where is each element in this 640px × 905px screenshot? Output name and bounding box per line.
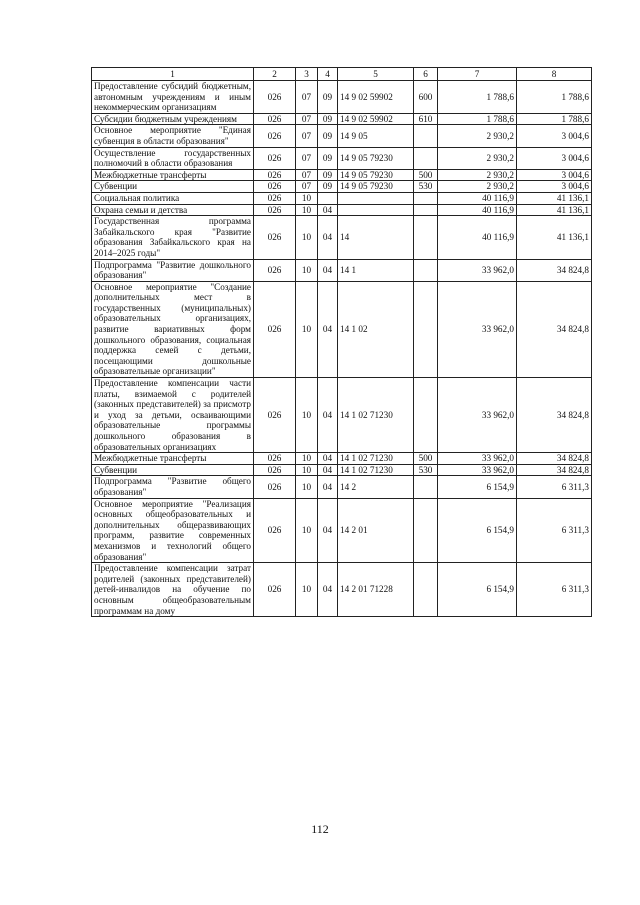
target-article-cell: 14 1 <box>338 259 414 281</box>
expense-type-cell: 600 <box>414 81 438 114</box>
amount-year1-cell: 33 962,0 <box>438 453 517 465</box>
target-article-cell: 14 2 <box>338 476 414 498</box>
section-code-cell: 07 <box>296 81 318 114</box>
target-article-cell: 14 <box>338 216 414 259</box>
column-header: 6 <box>414 68 438 81</box>
ministry-code-cell: 026 <box>254 476 296 498</box>
amount-year1-cell: 2 930,2 <box>438 169 517 181</box>
row-name-cell: Охрана семьи и детства <box>92 204 254 216</box>
expense-type-cell <box>414 281 438 377</box>
ministry-code-cell: 026 <box>254 498 296 563</box>
amount-year1-cell: 2 930,2 <box>438 125 517 147</box>
amount-year2-cell: 41 136,1 <box>517 192 592 204</box>
ministry-code-cell: 026 <box>254 259 296 281</box>
section-code-cell: 07 <box>296 181 318 193</box>
row-name-cell: Социальная политика <box>92 192 254 204</box>
amount-year2-cell: 41 136,1 <box>517 216 592 259</box>
expense-type-cell: 530 <box>414 464 438 476</box>
subsection-code-cell: 04 <box>318 464 338 476</box>
amount-year2-cell: 34 824,8 <box>517 453 592 465</box>
expense-type-cell <box>414 498 438 563</box>
table-row <box>92 147 592 169</box>
target-article-cell: 14 1 02 71230 <box>338 453 414 465</box>
section-code-cell: 10 <box>296 498 318 563</box>
amount-year1-cell: 40 116,9 <box>438 204 517 216</box>
page-number: 112 <box>311 822 329 836</box>
table-row <box>92 476 592 498</box>
section-code-cell: 10 <box>296 563 318 617</box>
expense-type-cell: 500 <box>414 453 438 465</box>
table-row <box>92 281 592 377</box>
amount-year2-cell: 41 136,1 <box>517 204 592 216</box>
amount-year2-cell: 34 824,8 <box>517 259 592 281</box>
row-name-cell: Межбюджетные трансферты <box>92 169 254 181</box>
expense-type-cell <box>414 125 438 147</box>
amount-year1-cell: 33 962,0 <box>438 378 517 453</box>
expense-type-cell: 610 <box>414 113 438 125</box>
table-row <box>92 464 592 476</box>
section-code-cell: 10 <box>296 192 318 204</box>
amount-year1-cell: 1 788,6 <box>438 113 517 125</box>
row-name-cell: Основное мероприятие "Реализация основных общеобразовательных и дополнительных общеразвивающих программ, развитие современных механизмов и технологий общего образования" <box>92 498 254 563</box>
table-row <box>92 378 592 453</box>
table-row <box>92 204 592 216</box>
expense-type-cell <box>414 147 438 169</box>
expense-type-cell: 530 <box>414 181 438 193</box>
row-name-cell: Субвенции <box>92 464 254 476</box>
section-code-cell: 10 <box>296 281 318 377</box>
section-code-cell: 10 <box>296 453 318 465</box>
subsection-code-cell: 04 <box>318 378 338 453</box>
table-row <box>92 192 592 204</box>
row-name-cell: Субсидии бюджетным учреждениям <box>92 113 254 125</box>
ministry-code-cell: 026 <box>254 169 296 181</box>
subsection-code-cell: 04 <box>318 498 338 563</box>
target-article-cell: 14 9 05 79230 <box>338 147 414 169</box>
table-row <box>92 563 592 617</box>
table-header-row <box>92 68 592 81</box>
subsection-code-cell: 09 <box>318 125 338 147</box>
table-row <box>92 453 592 465</box>
section-code-cell: 10 <box>296 378 318 453</box>
expense-type-cell <box>414 204 438 216</box>
table-row <box>92 498 592 563</box>
column-header: 2 <box>254 68 296 81</box>
table-row <box>92 81 592 114</box>
table-row <box>92 259 592 281</box>
row-name-cell: Осуществление государственных полномочий в области образования <box>92 147 254 169</box>
amount-year2-cell: 3 004,6 <box>517 125 592 147</box>
amount-year2-cell: 6 311,3 <box>517 563 592 617</box>
section-code-cell: 10 <box>296 204 318 216</box>
subsection-code-cell: 04 <box>318 563 338 617</box>
subsection-code-cell: 09 <box>318 169 338 181</box>
ministry-code-cell: 026 <box>254 378 296 453</box>
amount-year2-cell: 3 004,6 <box>517 147 592 169</box>
amount-year1-cell: 40 116,9 <box>438 216 517 259</box>
column-header: 8 <box>517 68 592 81</box>
subsection-code-cell: 04 <box>318 216 338 259</box>
ministry-code-cell: 026 <box>254 563 296 617</box>
amount-year2-cell: 34 824,8 <box>517 378 592 453</box>
row-name-cell: Предоставление субсидий бюджетным, автономным учреждениям и иным некоммерческим организациям <box>92 81 254 114</box>
amount-year2-cell: 34 824,8 <box>517 281 592 377</box>
amount-year2-cell: 6 311,3 <box>517 498 592 563</box>
section-code-cell: 10 <box>296 216 318 259</box>
target-article-cell: 14 1 02 <box>338 281 414 377</box>
subsection-code-cell: 09 <box>318 147 338 169</box>
section-code-cell: 10 <box>296 476 318 498</box>
section-code-cell: 10 <box>296 259 318 281</box>
row-name-cell: Подпрограмма "Развитие общего образования" <box>92 476 254 498</box>
subsection-code-cell: 04 <box>318 259 338 281</box>
amount-year1-cell: 6 154,9 <box>438 476 517 498</box>
target-article-cell: 14 9 02 59902 <box>338 113 414 125</box>
amount-year1-cell: 1 788,6 <box>438 81 517 114</box>
column-header: 5 <box>338 68 414 81</box>
budget-table <box>91 67 592 617</box>
ministry-code-cell: 026 <box>254 281 296 377</box>
row-name-cell: Основное мероприятие "Создание дополнительных мест в государственных (муниципальных) образовательных организациях, развитие вариативных форм дошкольного образования, социальная поддержка семей с детьми, посещающими дошкольные образовательные организации" <box>92 281 254 377</box>
ministry-code-cell: 026 <box>254 192 296 204</box>
row-name-cell: Подпрограмма "Развитие дошкольного образования" <box>92 259 254 281</box>
subsection-code-cell: 04 <box>318 476 338 498</box>
row-name-cell: Межбюджетные трансферты <box>92 453 254 465</box>
row-name-cell: Предоставление компенсации затрат родителей (законных представителей) детей-инвалидов на обучение по основным общеобразовательным программам на дому <box>92 563 254 617</box>
amount-year1-cell: 2 930,2 <box>438 147 517 169</box>
expense-type-cell <box>414 259 438 281</box>
expense-type-cell <box>414 378 438 453</box>
target-article-cell: 14 9 02 59902 <box>338 81 414 114</box>
expense-type-cell <box>414 476 438 498</box>
section-code-cell: 07 <box>296 113 318 125</box>
target-article-cell: 14 9 05 79230 <box>338 181 414 193</box>
amount-year1-cell: 6 154,9 <box>438 563 517 617</box>
table-row <box>92 113 592 125</box>
ministry-code-cell: 026 <box>254 453 296 465</box>
ministry-code-cell: 026 <box>254 147 296 169</box>
table-row <box>92 125 592 147</box>
expense-type-cell <box>414 192 438 204</box>
expense-type-cell <box>414 563 438 617</box>
subsection-code-cell: 04 <box>318 453 338 465</box>
target-article-cell <box>338 204 414 216</box>
amount-year2-cell: 1 788,6 <box>517 113 592 125</box>
section-code-cell: 07 <box>296 125 318 147</box>
subsection-code-cell: 04 <box>318 281 338 377</box>
amount-year1-cell: 6 154,9 <box>438 498 517 563</box>
ministry-code-cell: 026 <box>254 113 296 125</box>
table-row <box>92 216 592 259</box>
target-article-cell: 14 9 05 79230 <box>338 169 414 181</box>
row-name-cell: Предоставление компенсации части платы, взимаемой с родителей (законных представителей) за присмотр и уход за детьми, осваивающими образовательные программы дошкольного образования в образовательных организациях <box>92 378 254 453</box>
subsection-code-cell: 09 <box>318 81 338 114</box>
target-article-cell: 14 2 01 71228 <box>338 563 414 617</box>
column-header: 1 <box>92 68 254 81</box>
amount-year1-cell: 2 930,2 <box>438 181 517 193</box>
amount-year1-cell: 33 962,0 <box>438 464 517 476</box>
ministry-code-cell: 026 <box>254 216 296 259</box>
column-header: 3 <box>296 68 318 81</box>
expense-type-cell <box>414 216 438 259</box>
row-name-cell: Государственная программа Забайкальского края "Развитие образования Забайкальского края на 2014–2025 годы" <box>92 216 254 259</box>
target-article-cell: 14 9 05 <box>338 125 414 147</box>
table-row <box>92 181 592 193</box>
target-article-cell: 14 1 02 71230 <box>338 378 414 453</box>
row-name-cell: Основное мероприятие "Единая субвенция в области образования" <box>92 125 254 147</box>
table-row <box>92 169 592 181</box>
column-header: 4 <box>318 68 338 81</box>
target-article-cell <box>338 192 414 204</box>
amount-year1-cell: 33 962,0 <box>438 259 517 281</box>
ministry-code-cell: 026 <box>254 464 296 476</box>
target-article-cell: 14 2 01 <box>338 498 414 563</box>
section-code-cell: 10 <box>296 464 318 476</box>
row-name-cell: Субвенции <box>92 181 254 193</box>
section-code-cell: 07 <box>296 169 318 181</box>
amount-year2-cell: 3 004,6 <box>517 169 592 181</box>
amount-year1-cell: 33 962,0 <box>438 281 517 377</box>
ministry-code-cell: 026 <box>254 181 296 193</box>
ministry-code-cell: 026 <box>254 125 296 147</box>
section-code-cell: 07 <box>296 147 318 169</box>
amount-year2-cell: 34 824,8 <box>517 464 592 476</box>
subsection-code-cell: 04 <box>318 204 338 216</box>
amount-year2-cell: 6 311,3 <box>517 476 592 498</box>
amount-year2-cell: 1 788,6 <box>517 81 592 114</box>
subsection-code-cell <box>318 192 338 204</box>
ministry-code-cell: 026 <box>254 81 296 114</box>
subsection-code-cell: 09 <box>318 113 338 125</box>
column-header: 7 <box>438 68 517 81</box>
target-article-cell: 14 1 02 71230 <box>338 464 414 476</box>
subsection-code-cell: 09 <box>318 181 338 193</box>
amount-year2-cell: 3 004,6 <box>517 181 592 193</box>
amount-year1-cell: 40 116,9 <box>438 192 517 204</box>
expense-type-cell: 500 <box>414 169 438 181</box>
ministry-code-cell: 026 <box>254 204 296 216</box>
